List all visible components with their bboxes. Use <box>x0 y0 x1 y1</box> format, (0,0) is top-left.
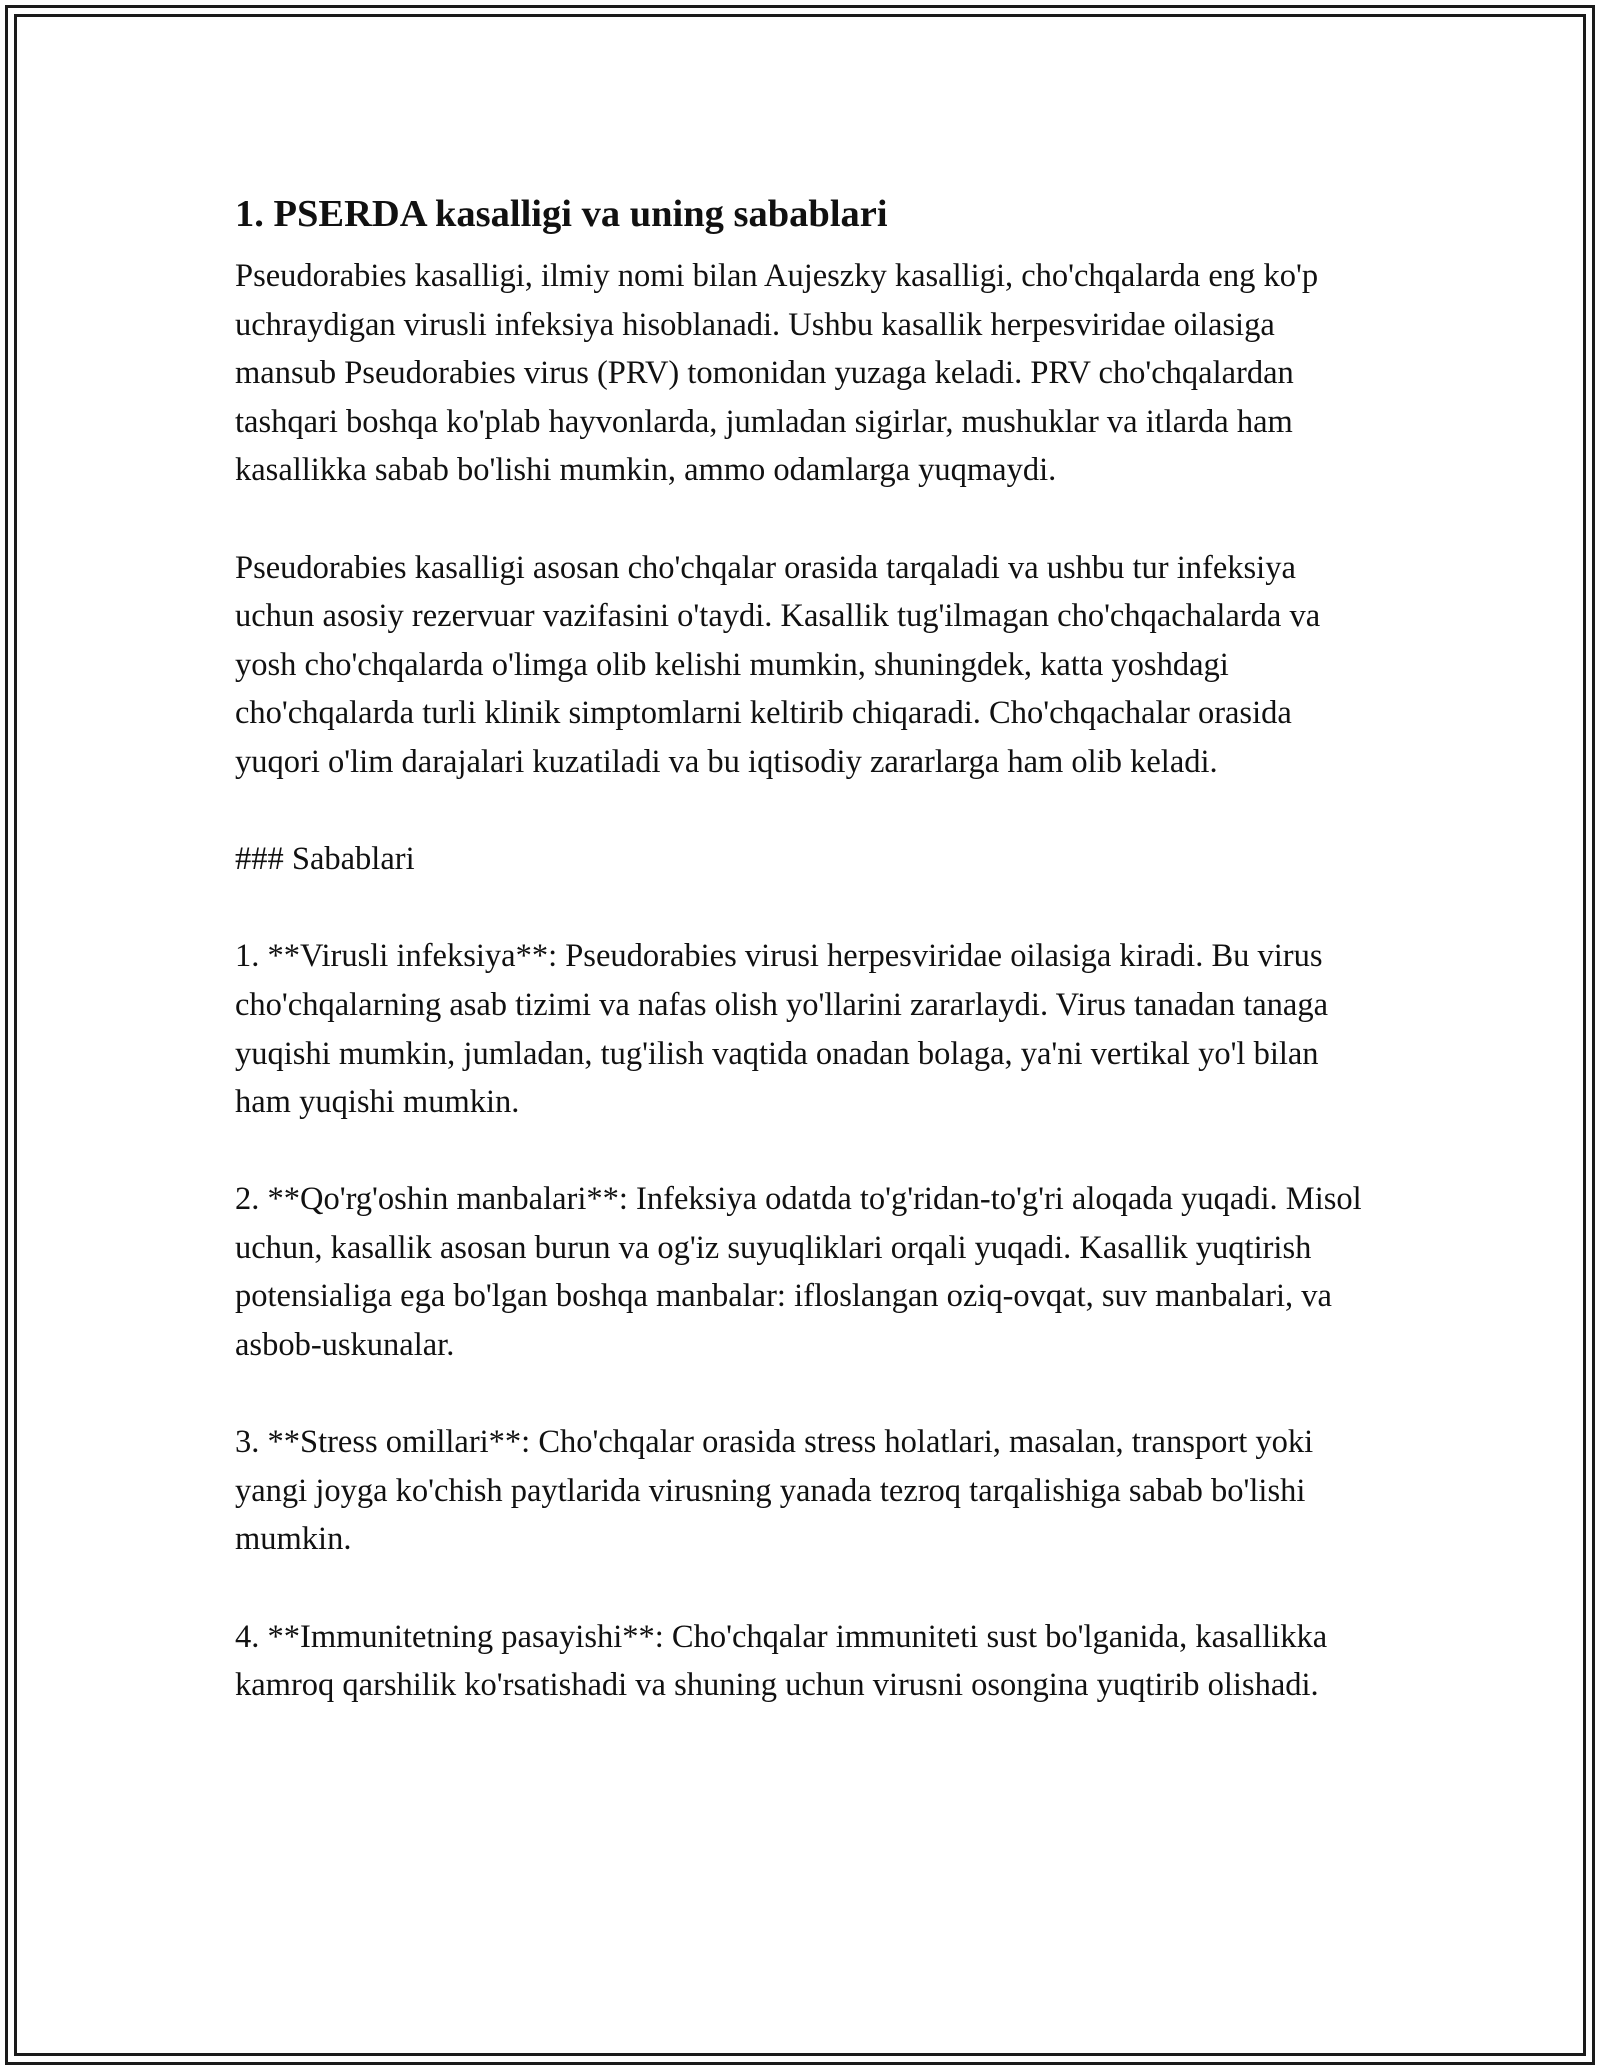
document-title: 1. PSERDA kasalligi va uning sabablari <box>235 193 888 235</box>
cause-item-sources: 2. **Qo'rg'oshin manbalari**: Infeksiya odatda to'g'ridan-to'g'ri aloqada yuqadi. Misol uchun, kasallik asosan burun va og'iz suyuqliklari orqali yuqadi. Kasallik yuqtirish potensialiga ega bo'lgan boshqa manbalar: ifloslangan oziq-ovqat, suv manbalari, va asbob-uskunalar. <box>235 1181 1362 1364</box>
cause-item-stress-factors: 3. **Stress omillari**: Cho'chqalar orasida stress holatlari, masalan, transport yoki yangi joyga ko'chish paytlarida virusning yanada tezroq tarqalishiga sabab bo'lishi mumkin. <box>235 1424 1314 1558</box>
paragraph-spacer <box>235 884 1375 933</box>
causes-heading: ### Sabablari <box>235 841 415 878</box>
document-body <box>235 188 1375 1710</box>
paragraph-spacer <box>235 787 1375 836</box>
paragraph-spacer <box>235 1127 1375 1176</box>
paragraph-spacer <box>235 1564 1375 1613</box>
spread-paragraph: Pseudorabies kasalligi asosan cho'chqalar orasida tarqaladi va ushbu tur infeksiya uchun asosiy rezervuar vazifasini o'taydi. Kasallik tug'ilmagan cho'chqachalarda va yosh cho'chqalarda o'limga olib kelishi mumkin, shuningdek, katta yoshdagi cho'chqalarda turli klinik simptomlarni keltirib chiqaradi. Cho'chqachalar orasida yuqori o'lim darajalari kuzatiladi va bu iqtisodiy zararlarga ham olib keladi. <box>235 549 1321 780</box>
cause-item-viral-infection: 1. **Virusli infeksiya**: Pseudorabies virusi herpesviridae oilasiga kiradi. Bu virus cho'chqalarning asab tizimi va nafas olish yo'llarini zararlaydi. Virus tanadan tanaga yuqishi mumkin, jumladan, tug'ilish vaqtida onadan bolaga, ya'ni vertikal yo'l bilan ham yuqishi mumkin. <box>235 938 1329 1121</box>
paragraph-spacer <box>235 1370 1375 1419</box>
paragraph-spacer <box>235 495 1375 544</box>
intro-paragraph: Pseudorabies kasalligi, ilmiy nomi bilan Aujeszky kasalligi, cho'chqalarda eng ko'p uchraydigan virusli infeksiya hisoblanadi. Ushbu kasallik herpesviridae oilasiga mansub Pseudorabies virus (PRV) tomonidan yuzaga keladi. PRV cho'chqalardan tashqari boshqa ko'plab hayvonlarda, jumladan sigirlar, mushuklar va itlarda ham kasallikka sabab bo'lishi mumkin, ammo odamlarga yuqmaydi. <box>235 258 1319 489</box>
cause-item-immunity-decline: 4. **Immunitetning pasayishi**: Cho'chqalar immuniteti sust bo'lganida, kasallikka kamroq qarshilik ko'rsatishadi va shuning uchun virusni osongina yuqtirib olishadi. <box>235 1618 1328 1704</box>
